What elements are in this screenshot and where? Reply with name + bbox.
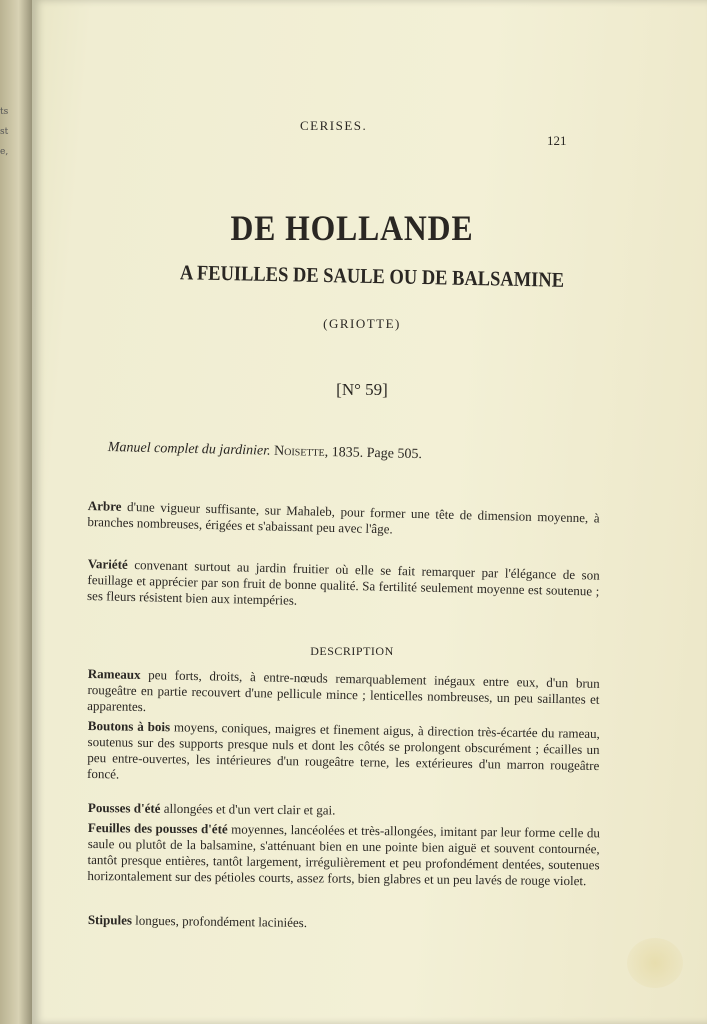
reference-work: Manuel complet du jardinier. (107, 440, 271, 459)
section-heading-description: DESCRIPTION (310, 644, 394, 658)
facing-page-margin-text: st (0, 127, 9, 137)
paragraph-lead: Boutons à bois (87, 718, 171, 735)
paragraph-lead: Variété (87, 556, 128, 572)
reference-page: 1835. Page 505. (331, 445, 423, 463)
variety-type: (GRIOTTE) (323, 316, 401, 331)
running-title: CERISES. (300, 118, 368, 133)
paragraph-text: d'une vigueur suffisante, sur Mahaleb, pour former une tête de dimension moyenne, à branches nombreuses, érigées et s'abaissant peu avec l'âge. (87, 498, 600, 537)
page-title: DE HOLLANDE (230, 208, 474, 248)
paragraph-text: convenant surtout au jardin fruitier où elle se fait remarquer par l'élégance de son feuillage et apprécier par son fruit de bonne qualité. Sa fertilité seulement moyenne est soutenue ; ses fleurs résistent bien aux intempéries. (86, 556, 600, 608)
page-subtitle: A FEUILLES DE SAULE OU DE BALSAMINE (179, 260, 565, 292)
paragraph-lead: Pousses d'été (87, 800, 161, 816)
description-boutons (87, 718, 600, 790)
description-pousses (88, 800, 600, 821)
paragraph-text: moyens, coniques, maigres et finement aigus, à direction très-écartée du rameau, soutenus sur des supports presque nuls et dont les côtés se prolongent obscurément ; écailles un peu entre-ouvertes, les intérieures d'un rougeâtre terne, les extérieures d'un marron rougeâtre foncé. (87, 719, 600, 782)
reference-author: Noisette, (273, 443, 329, 460)
page-number: 121 (547, 133, 567, 148)
paragraph-lead: Rameaux (87, 666, 141, 683)
facing-page-edge (0, 0, 34, 1024)
reference-citation (108, 440, 468, 464)
facing-page-margin-text: e, (0, 147, 9, 157)
description-stipules (88, 912, 600, 935)
paragraph-text: longues, profondément laciniées. (131, 912, 308, 931)
paragraph-text: allongées et d'un vert clair et gai. (160, 800, 336, 818)
paragraph-text: moyennes, lancéolées et très-allongées, imitant par leur forme celle du saule ou plutôt de la balsamine, s'atténuant bien en une pointe bien aiguë et souvent contournée, tantôt presque entières, tantôt largement, irrégulièrement et peu profondément dentées, soutenues horizontalement sur des pétioles courts, assez forts, bien glabres et un peu lavés de rouge violet. (87, 821, 600, 889)
description-feuilles (87, 820, 600, 889)
paper-stain (627, 938, 683, 988)
facing-page-margin-text: ts (0, 107, 9, 117)
paragraph-arbre (87, 498, 600, 542)
paragraph-lead: Feuilles des pousses d'été (87, 820, 228, 837)
paragraph-lead: Stipules (87, 912, 133, 928)
paragraph-text: peu forts, droits, à entre-nœuds remarquablement inégaux entre eux, d'un brun rougeâtre en partie recouvert d'une pellicule mince ; lenticelles nombreuses, un peu saillantes et apparentes. (87, 667, 600, 715)
paragraph-lead: Arbre (87, 498, 122, 514)
paragraph-variete (87, 556, 600, 616)
variety-number: [N° 59] (336, 380, 388, 399)
description-rameaux (87, 666, 600, 724)
book-page (32, 0, 707, 1024)
